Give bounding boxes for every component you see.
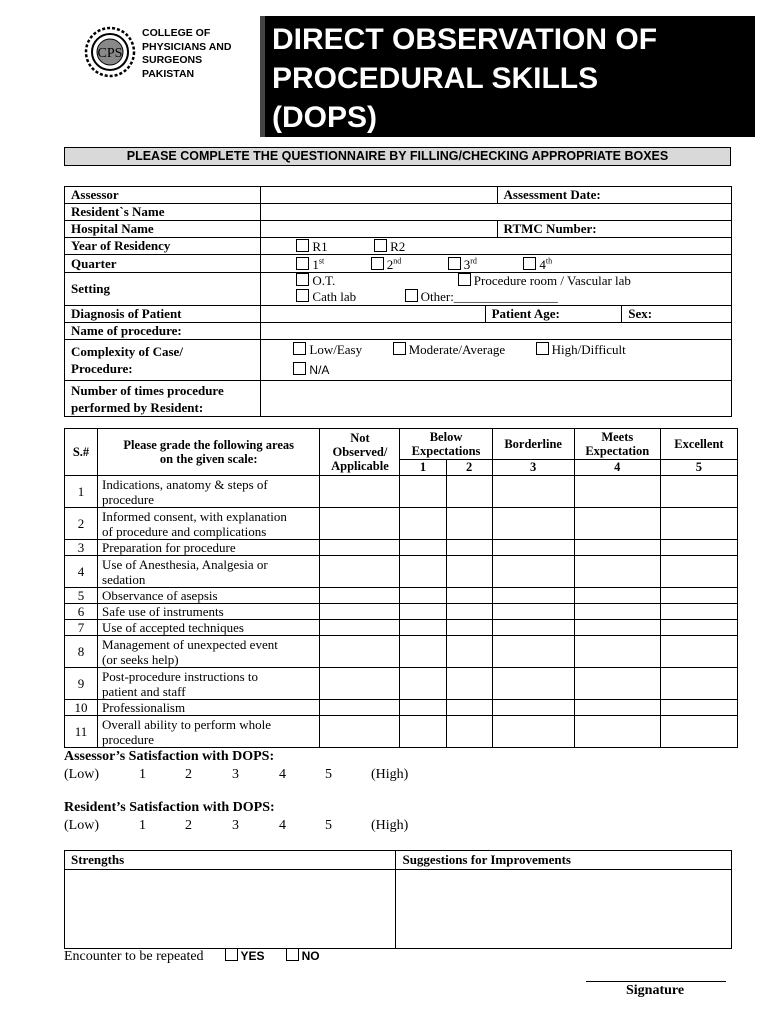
table-row: [65, 716, 738, 748]
strengths-header: Strengths: [65, 851, 396, 870]
grade-4-cell[interactable]: [574, 588, 660, 604]
moderate-label: Moderate/Average: [408, 342, 506, 358]
high-difficult-label: High/Difficult: [551, 342, 626, 358]
assessor-rating-1[interactable]: 1: [139, 767, 146, 782]
row-number: 7: [65, 620, 98, 636]
procedure-room-label: Procedure room / Vascular lab: [473, 273, 631, 289]
table-row: [65, 636, 738, 668]
grade-3-cell[interactable]: [492, 588, 574, 604]
grade-4-cell[interactable]: [574, 540, 660, 556]
grade-1-cell[interactable]: [400, 508, 446, 540]
scale-3: 3: [492, 459, 574, 475]
other-field[interactable]: Other:________________: [420, 289, 558, 305]
diagnosis-label: Diagnosis of Patient: [65, 306, 261, 323]
r1-label: R1: [312, 238, 328, 254]
row-number: 8: [65, 636, 98, 668]
college-name: COLLEGE OF PHYSICIANS AND SURGEONS PAKISTAN: [142, 27, 232, 80]
resident-rating-4[interactable]: 4: [279, 818, 286, 833]
times-performed-label: Number of times procedure performed by Resident:: [65, 381, 261, 417]
low-label: (Low): [64, 818, 99, 833]
row-area: Safe use of instruments: [98, 604, 320, 620]
not-observed-cell[interactable]: [320, 604, 400, 620]
row-area: Indications, anatomy & steps of procedure: [98, 476, 320, 508]
suggestions-field[interactable]: [396, 870, 732, 949]
table-row: [65, 588, 738, 604]
grade-4-cell[interactable]: [574, 636, 660, 668]
resident-name-label: Resident`s Name: [65, 204, 261, 221]
grade-1-cell[interactable]: [400, 604, 446, 620]
assessor-rating-4[interactable]: 4: [279, 767, 286, 782]
q2-checkbox[interactable]: [371, 257, 384, 270]
moderate-checkbox[interactable]: [393, 342, 406, 355]
grade-1-cell[interactable]: [400, 540, 446, 556]
signature-label: Signature: [626, 983, 685, 998]
suggestions-header: Suggestions for Improvements: [396, 851, 732, 870]
grade-2-cell[interactable]: [446, 620, 492, 636]
sex-field[interactable]: Sex:: [622, 306, 732, 323]
grade-1-cell[interactable]: [400, 636, 446, 668]
grade-1-cell[interactable]: [400, 668, 446, 700]
year-of-residency-label: Year of Residency: [65, 238, 261, 255]
table-row: [65, 556, 738, 588]
scale-5: 5: [660, 459, 737, 475]
grade-4-cell[interactable]: [574, 556, 660, 588]
procedure-name-field[interactable]: [261, 323, 732, 340]
grade-2-cell[interactable]: [446, 716, 492, 748]
r2-label: R2: [390, 238, 406, 254]
cath-lab-label: Cath lab: [312, 289, 357, 305]
no-label: NO: [301, 949, 320, 963]
grade-3-cell[interactable]: [492, 540, 574, 556]
hospital-name-field[interactable]: [261, 221, 497, 238]
diagnosis-field[interactable]: [261, 306, 485, 323]
q4-checkbox[interactable]: [523, 257, 536, 270]
row-number: 5: [65, 588, 98, 604]
grade-3-cell[interactable]: [492, 700, 574, 716]
table-row: [65, 540, 738, 556]
assessor-satisfaction-title: Assessor’s Satisfaction with DOPS:: [64, 749, 275, 764]
assessor-satisfaction-scale: [64, 767, 464, 785]
resident-rating-5[interactable]: 5: [325, 818, 332, 833]
grade-4-cell[interactable]: [574, 604, 660, 620]
grade-2-cell[interactable]: [446, 636, 492, 668]
ot-label: O.T.: [312, 273, 336, 289]
row-area: Observance of asepsis: [98, 588, 320, 604]
table-row: [65, 604, 738, 620]
grade-2-cell[interactable]: [446, 604, 492, 620]
assessor-rating-5[interactable]: 5: [325, 767, 332, 782]
low-easy-checkbox[interactable]: [293, 342, 306, 355]
areas-header: Please grade the following areas on the given scale:: [98, 429, 320, 476]
borderline-header: Borderline: [492, 429, 574, 460]
grade-4-cell[interactable]: [574, 620, 660, 636]
scale-1: 1: [400, 459, 446, 475]
row-number: 3: [65, 540, 98, 556]
grade-4-cell[interactable]: [574, 668, 660, 700]
excellent-header: Excellent: [660, 429, 737, 460]
grade-2-cell[interactable]: [446, 508, 492, 540]
resident-rating-1[interactable]: 1: [139, 818, 146, 833]
grade-5-cell[interactable]: [660, 716, 737, 748]
not-observed-cell[interactable]: [320, 668, 400, 700]
form-title: DIRECT OBSERVATION OF PROCEDURAL SKILLS (DOPS): [260, 16, 755, 137]
row-area: Preparation for procedure: [98, 540, 320, 556]
resident-rating-3[interactable]: 3: [232, 818, 239, 833]
complexity-options: [261, 340, 732, 381]
table-row: [65, 700, 738, 716]
row-area: Use of Anesthesia, Analgesia or sedation: [98, 556, 320, 588]
grade-4-cell[interactable]: [574, 700, 660, 716]
grade-5-cell[interactable]: [660, 604, 737, 620]
row-area: Informed consent, with explanation of procedure and complications: [98, 508, 320, 540]
low-easy-label: Low/Easy: [309, 342, 363, 358]
grade-1-cell[interactable]: [400, 588, 446, 604]
grade-5-cell[interactable]: [660, 476, 737, 508]
quarter-options: [261, 255, 732, 273]
complexity-label: Complexity of Case/ Procedure:: [65, 340, 261, 381]
high-difficult-checkbox[interactable]: [536, 342, 549, 355]
encounter-repeat-row: [64, 948, 320, 965]
grade-3-cell[interactable]: [492, 620, 574, 636]
q1-checkbox[interactable]: [296, 257, 309, 270]
rtmc-number-field[interactable]: RTMC Number:: [497, 221, 731, 238]
grade-5-cell[interactable]: [660, 636, 737, 668]
row-number: 9: [65, 668, 98, 700]
grade-3-cell[interactable]: [492, 556, 574, 588]
q3-label: 3rd: [463, 257, 477, 273]
resident-name-field[interactable]: [261, 204, 732, 221]
not-observed-cell[interactable]: [320, 556, 400, 588]
na-label: N/A: [309, 363, 330, 378]
row-area: Post-procedure instructions to patient and staff: [98, 668, 320, 700]
grade-5-cell[interactable]: [660, 700, 737, 716]
row-number: 2: [65, 508, 98, 540]
grading-table: [64, 428, 738, 748]
grade-5-cell[interactable]: [660, 508, 737, 540]
svg-text:CPS: CPS: [97, 46, 123, 61]
sno-header: S.#: [65, 429, 98, 476]
below-expectations-header: Below Expectations: [400, 429, 492, 460]
row-number: 1: [65, 476, 98, 508]
not-observed-cell[interactable]: [320, 588, 400, 604]
resident-satisfaction-title: Resident’s Satisfaction with DOPS:: [64, 800, 275, 815]
quarter-label: Quarter: [65, 255, 261, 273]
grade-3-cell[interactable]: [492, 508, 574, 540]
row-number: 4: [65, 556, 98, 588]
setting-options: [261, 273, 732, 306]
row-number: 6: [65, 604, 98, 620]
high-label: (High): [371, 818, 409, 833]
not-observed-cell[interactable]: [320, 508, 400, 540]
college-seal-logo: [84, 26, 136, 78]
cath-lab-checkbox[interactable]: [296, 289, 309, 302]
grade-5-cell[interactable]: [660, 556, 737, 588]
ot-checkbox[interactable]: [296, 273, 309, 286]
year-options: [261, 238, 732, 255]
grade-4-cell[interactable]: [574, 716, 660, 748]
strengths-field[interactable]: [65, 870, 396, 949]
assessment-date-field[interactable]: Assessment Date:: [497, 187, 731, 204]
setting-label: Setting: [65, 273, 261, 306]
yes-label: YES: [240, 949, 265, 963]
r2-checkbox[interactable]: [374, 239, 387, 252]
procedure-name-label: Name of procedure:: [65, 323, 261, 340]
row-number: 11: [65, 716, 98, 748]
assessor-label: Assessor: [65, 187, 261, 204]
instruction-banner: PLEASE COMPLETE THE QUESTIONNAIRE BY FILLING/CHECKING APPROPRIATE BOXES: [64, 147, 731, 166]
grade-5-cell[interactable]: [660, 620, 737, 636]
grade-4-cell[interactable]: [574, 508, 660, 540]
resident-satisfaction-scale: [64, 818, 464, 836]
q1-label: 1st: [312, 257, 325, 273]
assessor-rating-3[interactable]: 3: [232, 767, 239, 782]
grade-1-cell[interactable]: [400, 476, 446, 508]
row-area: Use of accepted techniques: [98, 620, 320, 636]
resident-info-table: [64, 186, 732, 417]
grade-1-cell[interactable]: [400, 620, 446, 636]
not-observed-cell[interactable]: [320, 716, 400, 748]
grade-2-cell[interactable]: [446, 556, 492, 588]
grade-3-cell[interactable]: [492, 476, 574, 508]
grade-2-cell[interactable]: [446, 540, 492, 556]
feedback-table: [64, 850, 732, 949]
grade-1-cell[interactable]: [400, 700, 446, 716]
grade-2-cell[interactable]: [446, 476, 492, 508]
not-observed-cell[interactable]: [320, 700, 400, 716]
table-row: [65, 668, 738, 700]
row-area: Management of unexpected event (or seeks help): [98, 636, 320, 668]
grade-1-cell[interactable]: [400, 716, 446, 748]
scale-2: 2: [446, 459, 492, 475]
not-observed-header: Not Observed/ Applicable: [320, 429, 400, 476]
q3-checkbox[interactable]: [448, 257, 461, 270]
grade-1-cell[interactable]: [400, 556, 446, 588]
not-observed-cell[interactable]: [320, 476, 400, 508]
other-checkbox[interactable]: [405, 289, 418, 302]
table-row: [65, 508, 738, 540]
high-label: (High): [371, 767, 409, 782]
grade-3-cell[interactable]: [492, 604, 574, 620]
row-area: Professionalism: [98, 700, 320, 716]
times-performed-field[interactable]: [261, 381, 732, 417]
hospital-name-label: Hospital Name: [65, 221, 261, 238]
grade-3-cell[interactable]: [492, 716, 574, 748]
low-label: (Low): [64, 767, 99, 782]
grade-3-cell[interactable]: [492, 668, 574, 700]
grade-2-cell[interactable]: [446, 700, 492, 716]
assessor-field[interactable]: [261, 187, 497, 204]
row-area: Overall ability to perform whole procedure: [98, 716, 320, 748]
q4-label: 4th: [539, 257, 553, 273]
meets-expectation-header: Meets Expectation: [574, 429, 660, 460]
table-row: [65, 476, 738, 508]
r1-checkbox[interactable]: [296, 239, 309, 252]
grade-5-cell[interactable]: [660, 540, 737, 556]
signature-line[interactable]: [586, 981, 726, 982]
grade-3-cell[interactable]: [492, 636, 574, 668]
grade-5-cell[interactable]: [660, 668, 737, 700]
resident-rating-2[interactable]: 2: [185, 818, 192, 833]
not-observed-cell[interactable]: [320, 636, 400, 668]
grade-5-cell[interactable]: [660, 588, 737, 604]
grade-4-cell[interactable]: [574, 476, 660, 508]
yes-checkbox[interactable]: [225, 948, 238, 961]
scale-4: 4: [574, 459, 660, 475]
grade-2-cell[interactable]: [446, 668, 492, 700]
row-number: 10: [65, 700, 98, 716]
not-observed-cell[interactable]: [320, 540, 400, 556]
patient-age-field[interactable]: Patient Age:: [485, 306, 622, 323]
na-checkbox[interactable]: [293, 362, 306, 375]
table-row: [65, 620, 738, 636]
not-observed-cell[interactable]: [320, 620, 400, 636]
assessor-rating-2[interactable]: 2: [185, 767, 192, 782]
grade-2-cell[interactable]: [446, 588, 492, 604]
q2-label: 2nd: [386, 257, 402, 273]
procedure-room-checkbox[interactable]: [458, 273, 471, 286]
no-checkbox[interactable]: [286, 948, 299, 961]
encounter-label: Encounter to be repeated: [64, 949, 204, 964]
